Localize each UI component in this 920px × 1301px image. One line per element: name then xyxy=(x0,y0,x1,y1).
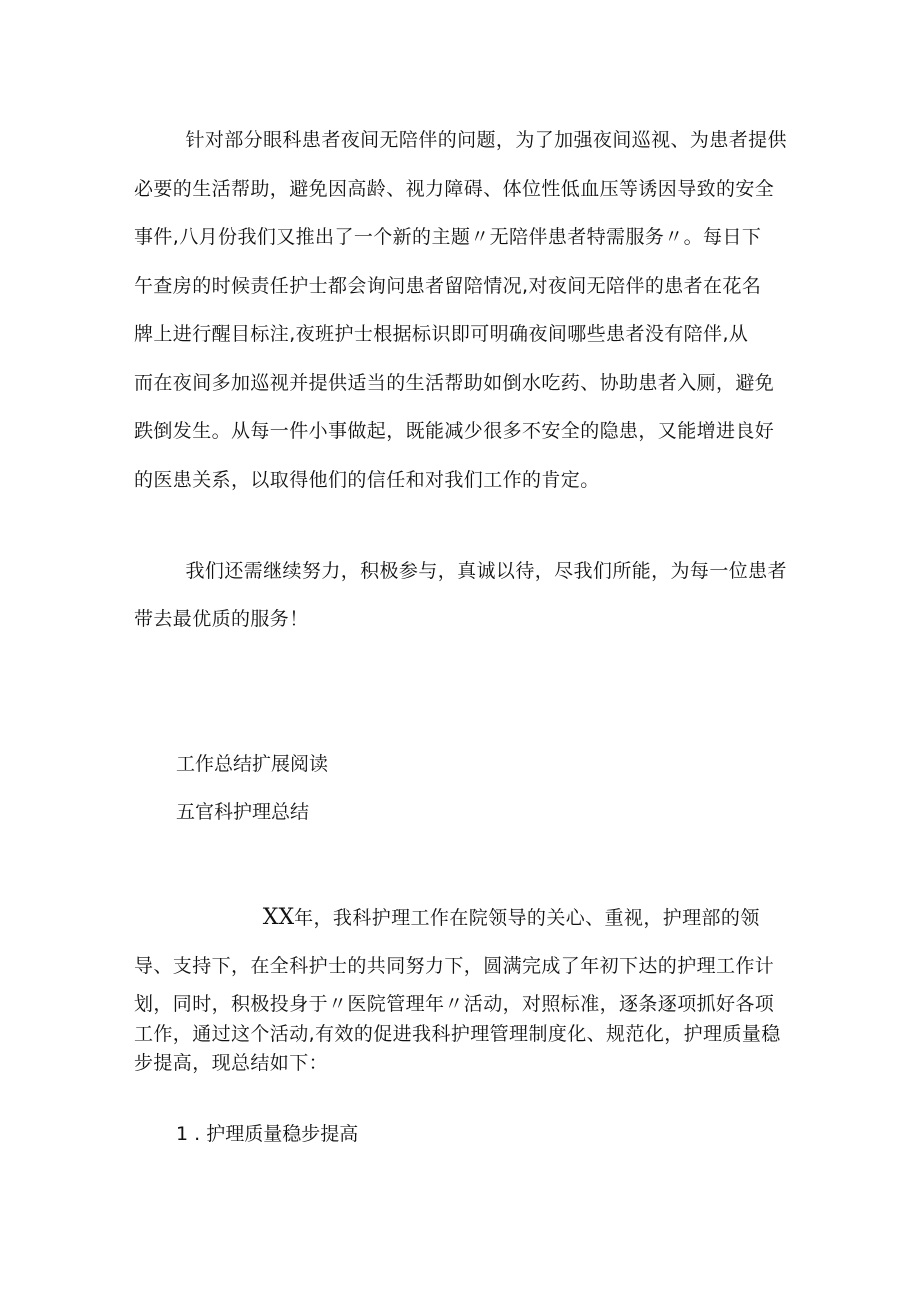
section-heading-ent-nursing-summary: 五官科护理总结 xyxy=(176,801,310,823)
indent xyxy=(134,907,263,929)
list-item-quality-improvement: 1 . 护理质量稳步提高 xyxy=(176,1123,359,1145)
paragraph-annual-summary xyxy=(134,942,794,1079)
section-heading-extended-reading: 工作总结扩展阅读 xyxy=(176,753,329,775)
text-line: 步提高，现总结如下： xyxy=(134,1052,329,1074)
text-line: 工作，通过这个活动,有效的促进我科护理管理制度化、规范化，护理质量稳 xyxy=(134,1022,781,1045)
text-line: 我们还需继续努力，积极参与，真诚以待，尽我们所能，为每一位患者 xyxy=(134,560,787,582)
text-line: 必要的生活帮助，避免因高龄、视力障碍、体位性低血压等诱因导致的安全 xyxy=(134,177,775,200)
text-line xyxy=(134,894,794,942)
text-line: 针对部分眼科患者夜间无陪伴的问题，为了加强夜间巡视、为患者提供 xyxy=(134,129,787,151)
text-line: 跌倒发生。从每一件小事做起，既能减少很多不安全的隐患，又能增进良好 xyxy=(134,420,775,442)
paragraph-night-care xyxy=(134,116,794,504)
text-line: 划，同时，积极投身于〃医院管理年〃活动，对照标准，逐条逐项抓好各项 xyxy=(134,993,775,1015)
year-placeholder: XX xyxy=(262,905,295,930)
text-fragment: 年，我科护理工作在院领导的关心、重视，护理部的领 xyxy=(294,907,760,929)
paragraph-closing xyxy=(134,547,794,643)
text-line: 事件,八月份我们又推出了一个新的主题〃无陪伴患者特需服务〃。每日下 xyxy=(134,226,762,248)
text-line: 而在夜间多加巡视并提供适当的生活帮助如倒水吃药、协助患者入厕，避免 xyxy=(134,371,775,394)
text-line: 导、支持下，在全科护士的共同努力下，圆满完成了年初下达的护理工作计 xyxy=(134,955,775,977)
text-line: 带去最优质的服务！ xyxy=(134,608,309,630)
text-line: 午查房的时候责任护士都会询问患者留陪情况,对夜间无陪伴的患者在花名 xyxy=(134,274,762,297)
text-line: 牌上进行醒目标注,夜班护士根据标识即可明确夜间哪些患者没有陪伴,从 xyxy=(134,323,749,345)
text-line: 的医患关系，以取得他们的信任和对我们工作的肯定。 xyxy=(134,468,600,491)
paragraph-annual-summary-first-line xyxy=(134,894,794,942)
